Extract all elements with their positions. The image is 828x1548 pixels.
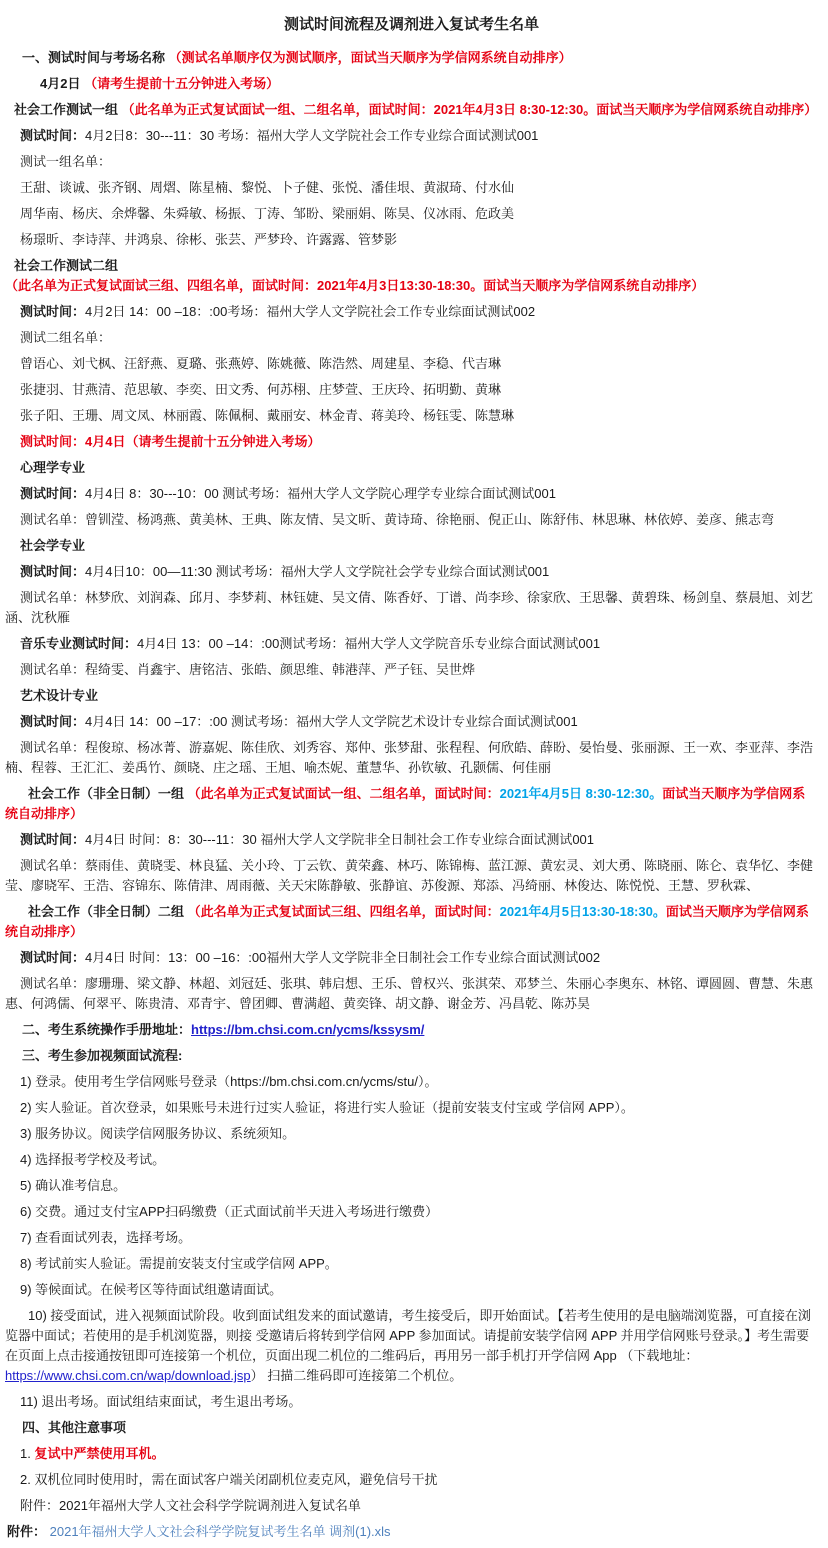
text-segment: 艺术设计专业 <box>20 688 99 703</box>
sw-group2-time <box>5 302 818 322</box>
text-segment: 复试中严禁使用耳机。 <box>34 1446 165 1461</box>
psychology-names <box>5 510 818 530</box>
text-segment: 6) 交费。通过支付宝APP扫码缴费（正式面试前半天进入考场进行缴费） <box>20 1204 439 1219</box>
april4-heading <box>5 432 818 452</box>
attachment-file-link[interactable]: 2021年福州大学人文社会科学学院复试考生名单 调剂(1).xls <box>49 1524 391 1539</box>
text-segment: 周华南、杨庆、余烨馨、朱舜敏、杨振、丁涛、邹盼、梁丽娟、陈昊、仪冰雨、危政美 <box>20 206 515 221</box>
page-title: 测试时间流程及调剂进入复试考生名单 <box>283 16 539 33</box>
text-segment: 测试名单：廖珊珊、梁文静、林超、刘冠廷、张琪、韩启想、王乐、曾权兴、张淇荣、邓梦兰、朱丽心李奥东、林铭、谭圆圆、曹慧、朱惠惠、何鸿儒、何翠平、陈贵清、邓青宇、曾团卿、曹满超、黄奕锋、胡文静、谢金芳、冯昌乾、陈苏昊 <box>5 976 814 1011</box>
step-7 <box>5 1228 818 1248</box>
text-segment: 10) 接受面试，进入视频面试阶段。收到面试组发来的面试邀请，考生接受后，即开始面试。【若考生使用的是电脑端浏览器，可直接在浏览器中面试；若使用的是手机浏览器，则接 受邀请后将转到学信网 APP 参加面试。请提前安装学信网 APP 并用学信网账号登录。】考生需要在页面上点击接通按钮即可连接第一个机位，页面出现二机位的二维码后，再用另一部手机打开学信网 App （下载地址： <box>5 1308 811 1363</box>
text-segment: 11) 退出考场。面试组结束面试，考生退出考场。 <box>20 1394 302 1409</box>
text-segment: 一、测试时间与考场名称 <box>22 50 169 65</box>
sw-group1-names-row3 <box>5 230 818 250</box>
psychology-heading <box>5 458 818 478</box>
attachment-note <box>5 1496 818 1516</box>
text-segment: 4月2日8：30---11：30 考场：福州大学人文学院社会工作专业综合面试测试001 <box>85 128 539 143</box>
art-design-names <box>5 738 818 778</box>
text-segment: 测试时间： <box>20 486 86 501</box>
text-segment: 2. 双机位同时使用时，需在面试客户端关闭副机位麦克风，避免信号干扰 <box>20 1472 438 1487</box>
text-segment: 社会工作（非全日制）二组 <box>28 904 188 919</box>
text-segment: 4月4日10：00—11:30 测试考场：福州大学人文学院社会学专业综合面试测试001 <box>85 564 550 579</box>
sw-group1-heading <box>5 100 818 120</box>
sw-group2-names-row1 <box>5 354 818 374</box>
section2-heading <box>5 1020 818 1040</box>
text-segment: 测试名单：曾钏滢、杨鸿燕、黄美林、王典、陈友情、吴文昕、黄诗琦、徐艳丽、倪正山、陈舒伟、林思琳、林依婷、姜彦、熊志弯 <box>20 512 775 527</box>
download-link[interactable]: https://www.chsi.com.cn/wap/download.jsp <box>5 1368 251 1383</box>
text-segment: 4月4日 8：30---10：00 测试考场：福州大学人文学院心理学专业综合面试测试001 <box>85 486 556 501</box>
april2-heading <box>5 74 818 94</box>
step-4 <box>5 1150 818 1170</box>
attachment-footer <box>5 1522 818 1542</box>
text-segment: 附件：2021年福州大学人文社会科学学院调剂进入复试名单 <box>20 1498 361 1513</box>
sw-group2-names-row3 <box>5 406 818 426</box>
text-segment: 7) 查看面试列表，选择考场。 <box>20 1230 192 1245</box>
step-3 <box>5 1124 818 1144</box>
pt-group1-names <box>5 856 818 896</box>
text-segment: 1) 登录。使用考生学信网账号登录（https://bm.chsi.com.cn/ycms/stu/）。 <box>20 1074 438 1089</box>
sw-group1-list-label <box>5 152 818 172</box>
text-segment: 面试当天顺序为学信网系统自动排序） <box>5 904 809 939</box>
text-segment: （此名单为正式复试面试三组、四组名单，面试时间：2021年4月3日13:30-18:30。面试当天顺序为学信网系统自动排序） <box>5 278 705 293</box>
sw-group1-time <box>5 126 818 146</box>
text-segment: 面试当天顺序为学信网系统自动排序） <box>5 786 806 821</box>
step-8 <box>5 1254 818 1274</box>
text-segment: 测试时间： <box>20 128 86 143</box>
pt-group2-heading <box>5 902 818 942</box>
text-segment: 5) 确认准考信息。 <box>20 1178 127 1193</box>
text-segment: 测试时间： <box>20 304 86 319</box>
text-segment: 4月4日 13：00 –14：:00测试考场：福州大学人文学院音乐专业综合面试测试001 <box>137 636 601 651</box>
sw-group2-heading <box>5 256 818 296</box>
text-segment: 社会工作（非全日制）一组 <box>28 786 188 801</box>
text-segment: 测试时间： <box>20 564 86 579</box>
text-segment: 杨璟昕、李诗萍、井鸿泉、徐彬、张芸、严梦玲、许露露、管梦影 <box>20 232 398 247</box>
text-segment: 张子阳、王珊、周文凤、林丽霞、陈佩桐、戴丽安、林金青、蒋美玲、杨钰雯、陈慧琳 <box>20 408 515 423</box>
manual-link[interactable]: https://bm.chsi.com.cn/ycms/kssysm/ <box>191 1022 425 1037</box>
pt-group2-time <box>5 948 818 968</box>
text-segment: （此名单为正式复试面试一组、二组名单，面试时间： <box>187 786 500 801</box>
step-2 <box>5 1098 818 1118</box>
sociology-heading <box>5 536 818 556</box>
text-segment: 4月4日 时间：8：30---11：30 福州大学人文学院非全日制社会工作专业综合面试测试001 <box>85 832 595 847</box>
text-segment: 1. <box>20 1446 35 1461</box>
text-segment: 测试时间： <box>20 832 86 847</box>
music-names <box>5 660 818 680</box>
text-segment: 测试时间：4月4日（请考生提前十五分钟进入考场） <box>20 434 321 449</box>
text-segment: 社会学专业 <box>20 538 86 553</box>
text-segment: 心理学专业 <box>20 460 86 475</box>
step-11 <box>5 1392 818 1412</box>
step-5 <box>5 1176 818 1196</box>
section4-heading <box>5 1418 818 1438</box>
sw-group2-names-row2 <box>5 380 818 400</box>
sw-group2-list-label <box>5 328 818 348</box>
text-segment: 4月4日 14：00 –17：:00 测试考场：福州大学人文学院艺术设计专业综合面试测试001 <box>85 714 578 729</box>
text-segment: 二、考生系统操作手册地址： <box>22 1022 192 1037</box>
pt-group1-heading <box>5 784 818 824</box>
pt-group1-time <box>5 830 818 850</box>
step-10 <box>5 1306 818 1386</box>
sw-group1-names-row1 <box>5 178 818 198</box>
text-segment: （此名单为正式复试面试三组、四组名单，面试时间： <box>187 904 500 919</box>
text-segment: （测试名单顺序仅为测试顺序，面试当天顺序为学信网系统自动排序） <box>168 50 572 65</box>
text-segment: 测试二组名单： <box>20 330 112 345</box>
pt-group2-names <box>5 974 818 1014</box>
text-segment: 四、其他注意事项 <box>22 1420 127 1435</box>
music-time <box>5 634 818 654</box>
notice-1 <box>5 1444 818 1464</box>
text-segment: 曾语心、刘弋枫、汪舒燕、夏璐、张燕婷、陈姚薇、陈浩然、周建星、李稳、代吉琳 <box>20 356 502 371</box>
text-segment: 测试时间： <box>20 950 86 965</box>
text-segment: 测试名单：程绮雯、肖鑫宇、唐铭洁、张皓、颜思维、韩港萍、严子钰、吴世烨 <box>20 662 476 677</box>
text-segment: 8) 考试前实人验证。需提前安装支付宝或学信网 APP。 <box>20 1256 338 1271</box>
text-segment: 附件： <box>7 1524 50 1539</box>
text-segment: 2) 实人验证。首次登录，如果账号未进行过实人验证，将进行实人验证（提前安装支付宝或 学信网 APP）。 <box>20 1100 634 1115</box>
text-segment: 社会工作测试二组 <box>14 258 119 273</box>
sw-group1-names-row2 <box>5 204 818 224</box>
text-segment: 王甜、谈诚、张齐钢、周熠、陈星楠、黎悦、卜子健、张悦、潘佳垠、黄淑琦、付水仙 <box>20 180 515 195</box>
text-segment: 4月2日 14：00 –18：:00考场：福州大学人文学院社会工作专业综面试测试002 <box>85 304 536 319</box>
text-segment: 张捷羽、甘燕清、范思敏、李奕、田文秀、何苏栩、庄梦萱、王庆玲、拓明勤、黄琳 <box>20 382 502 397</box>
art-design-heading <box>5 686 818 706</box>
text-segment: 社会工作测试一组 <box>14 102 122 117</box>
document-body <box>5 48 818 1542</box>
sociology-time <box>5 562 818 582</box>
text-segment: 测试一组名单： <box>20 154 112 169</box>
text-segment: 4月4日 时间：13：00 –16：:00福州大学人文学院非全日制社会工作专业综合面试测试002 <box>85 950 601 965</box>
step-9 <box>5 1280 818 1300</box>
text-segment: 测试名单：蔡雨佳、黄晓雯、林良猛、关小玲、丁云钦、黄荣鑫、林巧、陈锦梅、蓝江源、黄宏灵、刘大勇、陈晓丽、陈仑、袁华忆、李健莹、廖晓军、王浩、容锦东、陈倩津、周雨薇、关天宋陈静敏、张静谊、苏俊源、郑添、冯绮丽、林俊达、陈悦悦、王慧、罗秋霖、 <box>5 858 814 893</box>
psychology-time <box>5 484 818 504</box>
text-segment: 4) 选择报考学校及考试。 <box>20 1152 166 1167</box>
text-segment: 音乐专业测试时间： <box>20 636 138 651</box>
text-segment: （此名单为正式复试面试一组、二组名单，面试时间：2021年4月3日 8:30-12:30。面试当天顺序为学信网系统自动排序） <box>121 102 818 117</box>
text-segment: 三、考生参加视频面试流程: <box>22 1048 183 1063</box>
notice-2 <box>5 1470 818 1490</box>
section1-heading <box>5 48 818 68</box>
section3-heading <box>5 1046 818 1066</box>
text-segment: 3) 服务协议。阅读学信网服务协议、系统须知。 <box>20 1126 296 1141</box>
text-segment: ） 扫描二维码即可连接第二个机位。 <box>250 1368 463 1383</box>
sociology-names <box>5 588 818 628</box>
step-6 <box>5 1202 818 1222</box>
art-design-time <box>5 712 818 732</box>
text-segment: 测试名单：林梦欣、刘润森、邱月、李梦莉、林钰婕、吴文倩、陈香妤、丁谱、尚李珍、徐家欣、王思馨、黄碧珠、杨剑皇、蔡晨旭、刘艺涵、沈秋雁 <box>5 590 814 625</box>
text-segment: 2021年4月5日 8:30-12:30。 <box>499 786 663 801</box>
text-segment: （请考生提前十五分钟进入考场） <box>84 76 280 91</box>
text-segment: 测试时间： <box>20 714 86 729</box>
text-segment: 4月2日 <box>40 76 85 91</box>
text-segment: 2021年4月5日13:30-18:30。 <box>499 904 666 919</box>
step-1 <box>5 1072 818 1092</box>
text-segment: 测试名单：程俊琼、杨冰菁、游嘉妮、陈佳欣、刘秀容、郑仲、张梦甜、张程程、何欣皓、薛盼、晏怡曼、张丽源、王一欢、李亚萍、李浩楠、程蓉、王汇汇、姜禹竹、颜晓、庄之瑶、王旭、喻杰妮、董慧华、孙钦敏、孔颢儒、何佳丽 <box>5 740 814 775</box>
text-segment: 9) 等候面试。在候考区等待面试组邀请面试。 <box>20 1282 283 1297</box>
